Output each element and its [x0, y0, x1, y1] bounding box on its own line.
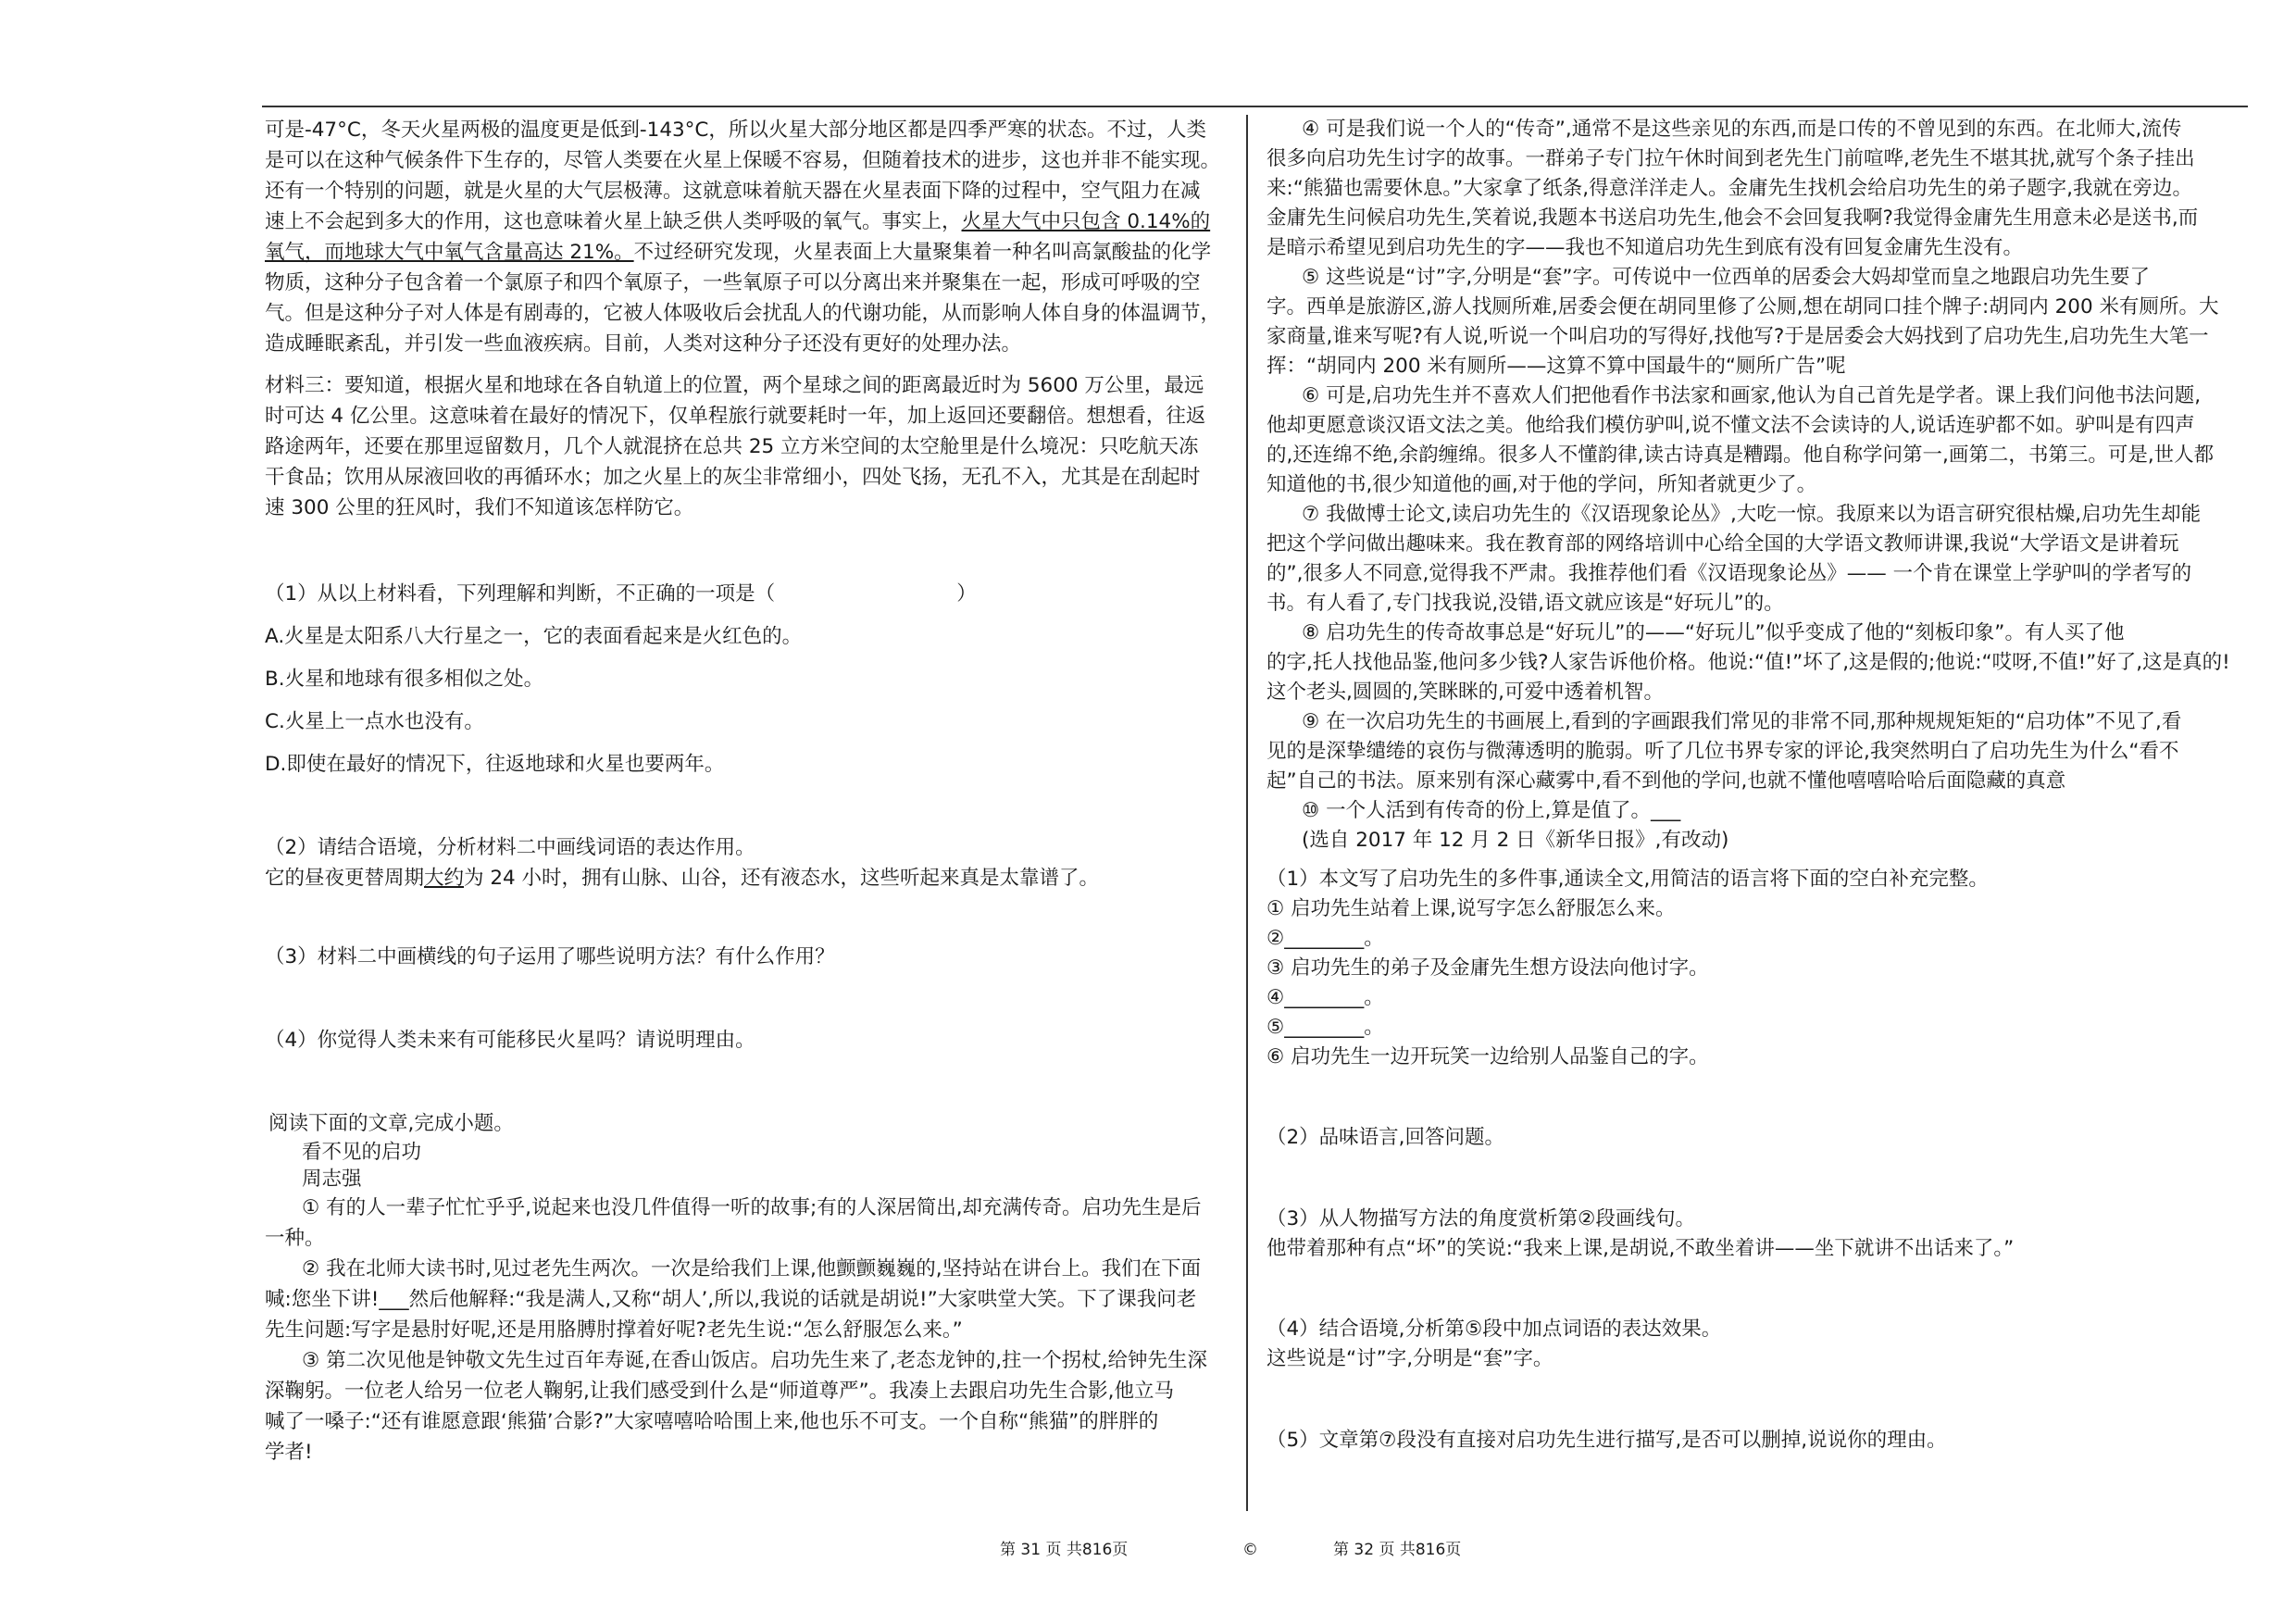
- text-line: 还有一个特别的问题，就是火星的大气层极薄。这就意味着航天器在火星表面下降的过程中，空气阻力在减: [265, 180, 1201, 203]
- text-line: 材料三：要知道，根据火星和地球在各自轨道上的位置，两个星球之间的距离最近时为 5600 万公里，最远: [265, 374, 1204, 397]
- fill-item-2[interactable]: ②________。: [1267, 927, 1384, 950]
- paragraph-4-cont: 是暗示希望见到启功先生的字——我也不知道启功先生到底有没有回复金庸先生没有。: [1267, 236, 2024, 259]
- fill-item-5[interactable]: ⑤________。: [1267, 1016, 1384, 1039]
- left-column: [265, 115, 1228, 1468]
- question-1-stem: （1）从以上材料看，下列理解和判断，不正确的一项是（ ）: [265, 582, 977, 606]
- paragraph-4-cont: 很多向启功先生讨字的故事。一群弟子专门拉午休时间到老先生门前喧哗,老先生不堪其扰,就写个条子挂出: [1267, 147, 2195, 170]
- fill-item-3: ③ 启功先生的弟子及金庸先生想方设法向他讨字。: [1267, 956, 1709, 980]
- paragraph-4-cont: 来:“熊猫也需要休息。”大家拿了纸条,得意洋洋走人。金庸先生找机会给启功先生的弟子题字,我就在旁边。: [1267, 177, 2192, 200]
- text-line: 是可以在这种气候条件下生存的，尽管人类要在火星上保暖不容易，但随着技术的进步，这也并非不能实现。: [265, 149, 1221, 172]
- paragraph-6: ⑥ 可是,启功先生并不喜欢人们把他看作书法家和画家,他认为自己首先是学者。课上我们问他书法问题,: [1302, 384, 2202, 407]
- reading-intro: 阅读下面的文章,完成小题。: [268, 1112, 514, 1135]
- option-d: D.即使在最好的情况下，往返地球和火星也要两年。: [265, 753, 725, 776]
- paragraph-8-cont: 这个老头,圆圆的,笑眯眯的,可爱中透着机智。: [1267, 681, 1665, 704]
- paragraph-10: ⑩ 一个人活到有传奇的份上,算是值了。___: [1302, 799, 1681, 822]
- paragraph-4: ④ 可是我们说一个人的“传奇”,通常不是这些亲见的东西,而是口传的不曾见到的东西。在北师大,流传: [1302, 118, 2182, 141]
- paragraph-6-cont: 知道他的书,很少知道他的画,对于他的学问，所知者就更少了。: [1267, 473, 1817, 496]
- underlined-sentence: 氧气，而地球大气中氧气含量高达 21%。: [265, 241, 634, 264]
- paragraph-8-cont: 的字,托人找他品鉴,他问多少钱?人家告诉他价格。他说:“值!”坏了,这是假的;他说:“哎呀,不值!”好了,这是真的!: [1267, 651, 2230, 674]
- text-line: 路途两年，还要在那里逗留数月，几个人就混挤在总共 25 立方米空间的太空舱里是什么境况：只吃航天冻: [265, 435, 1199, 458]
- article-author: 周志强: [302, 1168, 362, 1191]
- page-number-right: 第 32 页 共816页: [1333, 1541, 1462, 1559]
- question-2-quote: 它的昼夜更替周期大约为 24 小时，拥有山脉、山谷，还有液态水，这些听起来真是太靠谱了。: [265, 867, 1100, 890]
- paragraph-1: ① 有的人一辈子忙忙乎乎,说起来也没几件值得一听的故事;有的人深居简出,却充满传奇。启功先生是后: [302, 1196, 1202, 1219]
- underlined-word: 大约: [424, 867, 465, 890]
- paragraph-7: ⑦ 我做博士论文,读启功先生的《汉语现象论丛》,大吃一惊。我原来以为语言研究很枯燥,启功先生却能: [1302, 503, 2202, 526]
- paragraph-2-cont: 先生问题:写字是悬肘好呢,还是用胳膊肘撑着好呢?老先生说:“怎么舒服怎么来。”: [265, 1318, 963, 1342]
- paragraph-5-cont: 家商量,谁来写呢?有人说,听说一个叫启功的写得好,找他写?于是居委会大妈找到了启功先生,启功先生大笔一: [1267, 325, 2209, 348]
- question-4-stem: （4）你觉得人类未来有可能移民火星吗？请说明理由。: [265, 1029, 755, 1052]
- paragraph-2-cont: 喊:您坐下讲!___然后他解释:“我是满人,又称“胡人’,所以,我说的话就是胡说!”大家哄堂大笑。下了课我问老: [265, 1288, 1197, 1311]
- fill-item-1: ① 启功先生站着上课,说写字怎么舒服怎么来。: [1267, 897, 1676, 920]
- paragraph-5-cont: 挥：“胡同内 200 米有厕所——这算不算中国最牛的“厕所广告”呢: [1267, 355, 1846, 378]
- paragraph-6-cont: 的,还连绵不绝,余韵缠绵。很多人不懂韵律,读古诗真是糟蹋。他自称学问第一,画第二，书第三。可是,世人都: [1267, 443, 2215, 467]
- option-c: C.火星上一点水也没有。: [265, 710, 484, 733]
- paragraph-8: ⑧ 启功先生的传奇故事总是“好玩儿”的——“好玩儿”似乎变成了他的“刻板印象”。有人买了他: [1302, 621, 2125, 644]
- paragraph-1-cont: 一种。: [265, 1227, 325, 1250]
- question-4-quote: 这些说是“讨”字,分明是“套”字。: [1267, 1347, 1554, 1370]
- text-line: 造成睡眠紊乱，并引发一些血液疾病。目前，人类对这种分子还没有更好的处理办法。: [265, 332, 1022, 356]
- text-line: 气。但是这种分子对人体是有剧毒的，它被人体吸收后会扰乱人的代谢功能，从而影响人体自身的体温调节，: [265, 302, 1221, 325]
- question-5-stem: （5）文章第⑦段没有直接对启功先生进行描写,是否可以删掉,说说你的理由。: [1267, 1429, 1947, 1452]
- text-line: 干食品；饮用从尿液回收的再循环水；加之火星上的灰尘非常细小，四处飞扬，无孔不入，尤其是在刮起时: [265, 466, 1201, 489]
- paragraph-5-cont: 字。西单是旅游区,游人找厕所难,居委会便在胡同里修了公厕,想在胡同口挂个牌子:胡同内 200 米有厕所。大: [1267, 295, 2219, 319]
- paragraph-9: ⑨ 在一次启功先生的书画展上,看到的字画跟我们常见的非常不同,那种规规矩矩的“启功体”不见了,看: [1302, 710, 2182, 733]
- paragraph-5: ⑤ 这些说是“讨”字,分明是“套”字。可传说中一位西单的居委会大妈却堂而皇之地跟启功先生要了: [1302, 266, 2151, 289]
- page-number-left: 第 31 页 共816页: [1000, 1541, 1129, 1559]
- header-rule: [262, 106, 2248, 107]
- paragraph-9-cont: 起”自己的书法。原来别有深心藏雾中,看不到他的学问,也就不懂他嘻嘻哈哈后面隐藏的真意: [1267, 769, 2066, 793]
- paragraph-3: ③ 第二次见他是钟敬文先生过百年寿诞,在香山饭店。启功先生来了,老态龙钟的,拄一个拐杖,给钟先生深: [302, 1349, 1207, 1372]
- paragraph-9-cont: 见的是深挚缱绻的哀伤与微薄透明的脆弱。听了几位书界专家的评论,我突然明白了启功先生为什么“看不: [1267, 740, 2179, 763]
- text-line: 时可达 4 亿公里。这意味着在最好的情况下，仅单程旅行就要耗时一年，加上返回还要翻倍。想想看，往返: [265, 405, 1206, 428]
- paragraph-2: ② 我在北师大读书时,见过老先生两次。一次是给我们上课,他颤颤巍巍的,坚持站在讲台上。我们在下面: [302, 1257, 1202, 1280]
- paragraph-7-cont: 把这个学问做出趣味来。我在教育部的网络培训中心给全国的大学语文教师讲课,我说“大学语文是讲着玩: [1267, 532, 2179, 556]
- text-line: [265, 206, 1228, 237]
- article-source: (选自 2017 年 12 月 2 日《新华日报》,有改动): [1302, 829, 1729, 852]
- text-line: 可是-47°C，冬天火星两极的温度更是低到-143°C，所以火星大部分地区都是四季严寒的状态。不过，人类: [265, 119, 1206, 142]
- question-3-quote: 他带着那种有点“坏”的笑说:“我来上课,是胡说,不敢坐着讲——坐下就讲不出话来了。”: [1267, 1237, 2015, 1260]
- copyright-symbol: ©: [1242, 1541, 1258, 1559]
- fill-item-6: ⑥ 启功先生一边开玩笑一边给别人品鉴自己的字。: [1267, 1045, 1709, 1068]
- question-3-stem: （3）从人物描写方法的角度赏析第②段画线句。: [1267, 1207, 1695, 1230]
- paragraph-3-cont: 深鞠躬。一位老人给另一位老人鞠躬,让我们感受到什么是“师道尊严”。我凑上去跟启功先生合影,他立马: [265, 1380, 1174, 1403]
- paragraph-3-cont: 喊了一嗓子:“还有谁愿意跟‘熊猫’合影?”大家嘻嘻哈哈围上来,他也乐不可支。一个自称“熊猫”的胖胖的: [265, 1410, 1159, 1433]
- question-3-stem: （3）材料二中画横线的句子运用了哪些说明方法？有什么作用？: [265, 945, 835, 968]
- text-line: 速 300 公里的狂风时，我们不知道该怎样防它。: [265, 496, 694, 519]
- fill-item-4[interactable]: ④________。: [1267, 986, 1384, 1009]
- question-2-stem: （2）品味语言,回答问题。: [1267, 1126, 1505, 1149]
- paragraph-6-cont: 他却更愿意谈汉语文法之美。他给我们模仿驴叫,说不懂文法不会读诗的人,说话连驴都不如。驴叫是有四声: [1267, 414, 2195, 437]
- text-segment: 不过经研究发现，火星表面上大量聚集着一种名叫高氯酸盐的化学: [633, 241, 1212, 264]
- text-segment: 速上不会起到多大的作用，这也意味着火星上缺乏供人类呼吸的氧气。事实上，: [265, 210, 962, 233]
- question-4-stem: （4）结合语境,分析第⑤段中加点词语的表达效果。: [1267, 1318, 1722, 1341]
- text-line: [265, 237, 1228, 268]
- paragraph-3-cont: 学者!: [265, 1441, 313, 1464]
- option-b: B.火星和地球有很多相似之处。: [265, 668, 544, 691]
- paragraph-7-cont: 的”,很多人不同意,觉得我不严肃。我推荐他们看《汉语现象论丛》—— 一个肯在课堂上学驴叫的学者写的: [1267, 562, 2192, 585]
- underlined-sentence: 火星大气中只包含 0.14%的: [961, 210, 1211, 233]
- right-column: [1267, 115, 2248, 1455]
- question-1-stem: （1）本文写了启功先生的多件事,通读全文,用简洁的语言将下面的空白补充完整。: [1267, 868, 1989, 891]
- paragraph-7-cont: 书。有人看了,专门找我说,没错,语文就应该是“好玩儿”的。: [1267, 592, 1784, 615]
- column-divider: [1246, 115, 1248, 1511]
- option-a: A.火星是太阳系八大行星之一，它的表面看起来是火红色的。: [265, 625, 803, 648]
- article-title: 看不见的启功: [302, 1141, 422, 1164]
- text-line: 物质，这种分子包含着一个氯原子和四个氧原子，一些氧原子可以分离出来并聚集在一起，形成可呼吸的空: [265, 271, 1201, 294]
- question-2-stem: （2）请结合语境，分析材料二中画线词语的表达作用。: [265, 836, 755, 859]
- paragraph-4-cont: 金庸先生问候启功先生,笑着说,我题本书送启功先生,他会不会回复我啊?我觉得金庸先生用意未必是送书,而: [1267, 206, 2199, 230]
